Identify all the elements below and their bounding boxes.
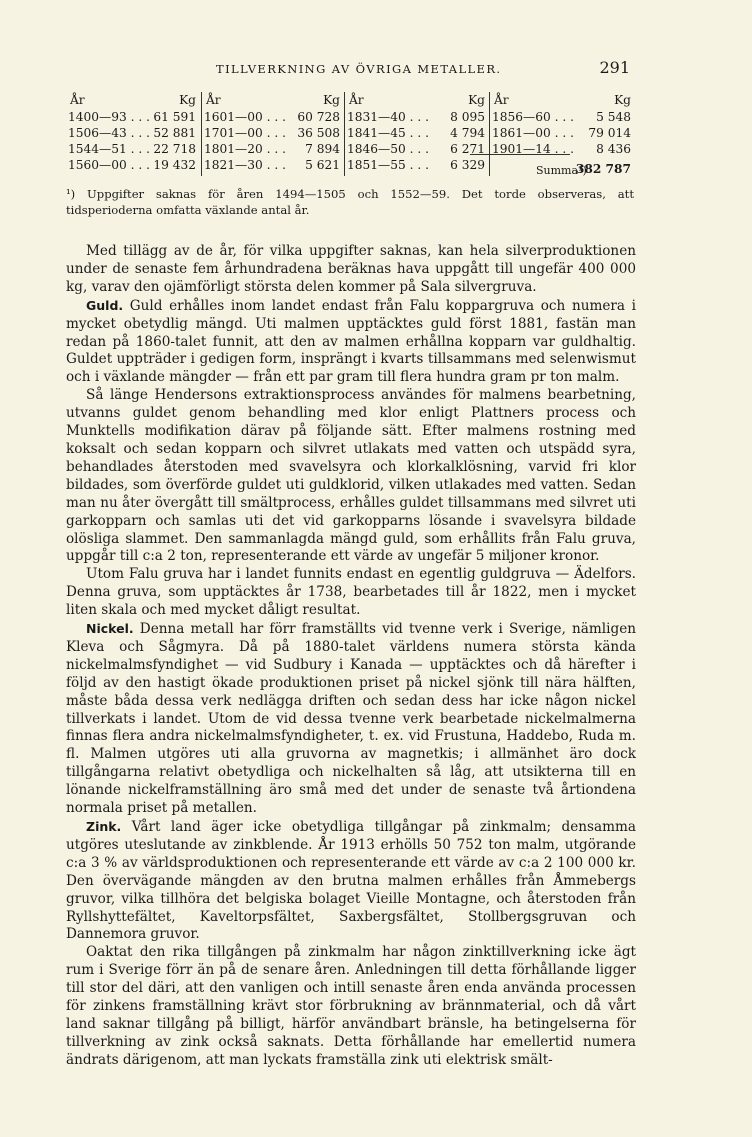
table-column <box>489 92 635 176</box>
year-header: År <box>349 93 364 107</box>
table-column <box>344 92 489 176</box>
kg-header: Kg <box>179 93 196 107</box>
paragraph <box>66 818 636 944</box>
table-row <box>66 157 200 173</box>
section-lead: Zink. <box>86 819 122 834</box>
period-cell: 1841—45 . . . <box>347 126 429 140</box>
kg-cell: 19 432 <box>153 158 196 172</box>
period-cell: 1856—60 . . . <box>492 110 574 124</box>
period-cell: 1701—00 . . . <box>204 126 286 140</box>
table-column <box>66 92 200 176</box>
column-header <box>490 92 635 109</box>
kg-cell: 61 591 <box>153 110 196 124</box>
table-column <box>201 92 344 176</box>
period-cell: 1821—30 . . . <box>204 158 286 172</box>
column-header <box>66 92 200 109</box>
table-row <box>66 141 200 157</box>
paragraph-text: Vårt land äger icke obetydliga tillgångar på zinkmalm; densamma utgöres uteslutande av zinkblende. År 1913 erhölls 50 752 ton malm, utgörande c:a 3 % av världsproduktionen och representerande ett värde av c:a 2 100 000 kr. Den övervägande mängden av den brutna malmen erhålles från Åmmebergs gruvor, vilka tillhöra det belgiska bolaget Vieille Montagne, och återstoden från Ryllshyttefältet, Kaveltorpsfältet, Saxbergsfältet, Stollbergsgruvan och Dannemora gruvor. <box>66 819 636 943</box>
period-cell: 1506—43 . . . <box>68 126 150 140</box>
paragraph <box>66 944 636 1069</box>
page-number: 291 <box>599 58 630 77</box>
table-row <box>202 109 344 125</box>
kg-cell: 7 894 <box>305 142 340 156</box>
body-text <box>66 243 636 1070</box>
paragraph <box>66 566 636 620</box>
table-row <box>345 157 489 173</box>
sum-label: Summa¹) <box>536 164 587 177</box>
kg-cell: 4 794 <box>450 126 485 140</box>
kg-cell: 22 718 <box>153 142 196 156</box>
period-cell: 1544—51 . . . <box>68 142 150 156</box>
table-row <box>345 109 489 125</box>
paragraph <box>66 387 636 566</box>
kg-cell: 52 881 <box>153 126 196 140</box>
kg-cell: 5 548 <box>596 110 631 124</box>
period-cell: 1560—00 . . . <box>68 158 150 172</box>
table-sum <box>490 161 635 181</box>
column-header <box>202 92 344 109</box>
period-cell: 1400—93 . . . <box>68 110 150 124</box>
period-cell: 1801—20 . . . <box>204 142 286 156</box>
period-cell: 1851—55 . . . <box>347 158 429 172</box>
section-lead: Nickel. <box>86 621 134 637</box>
table-row <box>66 125 200 141</box>
period-cell: 1846—50 . . . <box>347 142 429 156</box>
paragraph-text: Så länge Hendersons extraktionsprocess användes för malmens bearbetning, utvanns guldet genom behandling med klor enligt Plattners process och Munktells modifikation därav på följande sätt. Efter malmens rostning med koksalt och sedan kopparn och silvret utlakats med vatten och utspädd syra, behandlades återstoden med svavelsyra och klorkalklösning, varvid fri klor bildades, som överförde guldet uti guldklorid, vilken utlakades med vatten. Sedan man nu åter övergått till smältprocess, erhålles guldet tillsammans med silvret uti garkopparn och samlas uti det vid garkopparns lösande i svavelsyra bildade olösliga slammet. Den sammanlagda mängd guld, som erhållits från Falu gruva, uppgår till c:a 2 ton, representerande ett värde av ungefär 5 miljoner kronor. <box>66 387 636 565</box>
kg-header: Kg <box>614 93 631 107</box>
paragraph <box>66 620 636 818</box>
sum-rule <box>470 154 570 155</box>
paragraph-text: Oaktat den rika tillgången på zinkmalm har någon zinktillverkning icke ägt rum i Sverige förr än på de senare åren. Anledningen till detta förhållande ligger till stor del däri, att den vanligen och intill senaste åren enda använda processen för zinkens framställning krävt stor förbrukning av brännmaterial, och då vårt land saknar tillgång på billigt, härför användbart bränsle, ha betingelserna för tillverkning av zink också saknats. Detta förhållande har emellertid numera ändrats därigenom, att man lyckats framställa zink uti elektrisk smält- <box>66 944 636 1068</box>
year-header: År <box>206 93 221 107</box>
period-cell: 1831—40 . . . <box>347 110 429 124</box>
kg-header: Kg <box>468 93 485 107</box>
paragraph-text: Guld erhålles inom landet endast från Falu koppargruva och numera i mycket obetydlig mängd. Uti malmen upptäcktes guld först 1881, fastän man redan på 1860-talet funnit, att den av malmen erhållna kopparn var guldhaltig. Guldet uppträder i gedigen form, insprängt i kvarts tillsammans med selenwismut och i växlande mängder — från ett par gram till flera hundra gram pr ton malm. <box>66 297 636 386</box>
table-row <box>202 125 344 141</box>
period-cell: 1601—00 . . . <box>204 110 286 124</box>
kg-cell: 79 014 <box>588 126 631 140</box>
paragraph-text: Utom Falu gruva har i landet funnits endast en egentlig guldgruva — Ädelfors. Denna gruva, som upptäcktes år 1738, bearbetades till år 1822, men i mycket liten skala och med mycket dåligt resultat. <box>66 566 636 619</box>
table-row <box>490 109 635 125</box>
kg-cell: 8 095 <box>450 110 485 124</box>
sum-value: 382 787 <box>575 162 631 176</box>
table-row <box>202 141 344 157</box>
period-cell: 1901—14 . . . <box>492 142 574 156</box>
paragraph-text: Denna metall har förr framställts vid tvenne verk i Sverige, nämligen Kleva och Sågmyra. Då på 1880-talet världens numera största kända nickelmalmsfyndighet — vid Sudbury i Kanada — upptäcktes och då härefter i följd av den hastigt ökade produktionen priset på nickel sjönk till nära hälften, måste båda dessa verk nedlägga driften och sedan dess har icke någon nickel tillverkats i landet. Utom de vid dessa tvenne verk bearbetade nickelmalmerna finnas flera andra nickelmalmsfyndigheter, t. ex. vid Frustuna, Haddebo, Ruda m. fl. Malmen utgöres uti alla gruvorna av magnetkis; i allmänhet äro dock tillgångarna relativt obetydliga och nickelhalten så låg, att utsikterna till en lönande nickelframställning äro små med det under de senaste två årtiondena normala priset på metallen. <box>66 621 636 817</box>
year-header: År <box>70 93 85 107</box>
kg-cell: 36 508 <box>297 126 340 140</box>
page-header <box>66 58 636 80</box>
kg-cell: 8 436 <box>596 142 631 156</box>
year-header: År <box>494 93 509 107</box>
table-row <box>345 125 489 141</box>
section-lead: Guld. <box>86 297 124 313</box>
table-row <box>490 125 635 141</box>
table-row <box>66 109 200 125</box>
running-title: TILLVERKNING AV ÖVRIGA METALLER. <box>216 62 502 76</box>
column-header <box>345 92 489 109</box>
paragraph <box>66 243 636 297</box>
table-row <box>345 141 489 157</box>
kg-cell: 6 271 <box>450 142 485 156</box>
kg-header: Kg <box>323 93 340 107</box>
period-cell: 1861—00 . . . <box>492 126 574 140</box>
kg-cell: 6 329 <box>450 158 485 172</box>
kg-cell: 60 728 <box>297 110 340 124</box>
table-row <box>202 157 344 173</box>
paragraph <box>66 297 636 388</box>
paragraph-text: Med tillägg av de år, för vilka uppgifter saknas, kan hela silverproduktionen under de senaste fem århundradena beräknas hava uppgått till ungefär 400 000 kg, varav den ojämförligt största delen kommer på Sala silvergruva. <box>66 243 636 295</box>
kg-cell: 5 621 <box>305 158 340 172</box>
footnote: ¹) Uppgifter saknas för åren 1494—1505 och 1552—59. Det torde observeras, att tidsperioderna omfatta växlande antal år. <box>66 187 634 217</box>
